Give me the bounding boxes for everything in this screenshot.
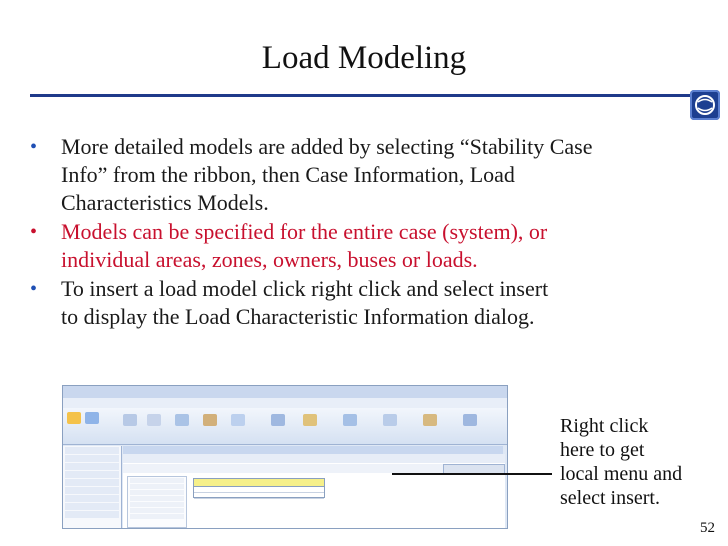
ribbon-icon xyxy=(67,412,81,424)
bullet-line: To insert a load model click right click and select insert xyxy=(61,276,549,301)
slide-title: Load Modeling xyxy=(261,40,467,76)
screenshot-ribbon-tabs xyxy=(63,398,507,408)
bullet-dot-icon: • xyxy=(30,221,38,243)
callout-line: here to get xyxy=(560,439,645,461)
ribbon-icon xyxy=(383,414,397,426)
callout-pointer-line xyxy=(392,473,552,475)
bullet-dot-icon: • xyxy=(30,278,38,300)
screenshot-titlebar xyxy=(63,386,507,398)
bullet-line: Models can be specified for the entire case (system), or xyxy=(61,219,548,244)
bullet-line: to display the Load Characteristic Information dialog. xyxy=(61,304,535,329)
bullet-line: Characteristics Models. xyxy=(61,190,269,215)
title-divider xyxy=(30,94,690,97)
bullet-item xyxy=(28,275,708,331)
bullet-line: More detailed models are added by selecting “Stability Case xyxy=(61,134,593,159)
callout-line: local menu and xyxy=(560,463,683,485)
ribbon-icon xyxy=(303,414,317,426)
bullet-dot-icon: • xyxy=(30,136,38,158)
ribbon-icon xyxy=(343,414,357,426)
ribbon-icon xyxy=(85,412,99,424)
ribbon-icon xyxy=(231,414,245,426)
screenshot-ribbon xyxy=(63,408,507,445)
globe-logo-icon xyxy=(690,90,720,120)
bullet-list xyxy=(28,133,708,332)
callout-line: select insert. xyxy=(560,487,660,509)
bullet-item-highlighted xyxy=(28,218,708,274)
ribbon-icon xyxy=(123,414,137,426)
ribbon-icon xyxy=(423,414,437,426)
callout-line: Right click xyxy=(560,415,649,437)
ribbon-icon xyxy=(203,414,217,426)
ribbon-icon xyxy=(147,414,161,426)
bullet-line: Info” from the ribbon, then Case Information, Load xyxy=(61,162,515,187)
screenshot-dialog-area xyxy=(123,454,505,528)
ribbon-icon xyxy=(463,414,477,426)
page-number: 52 xyxy=(700,520,715,536)
embedded-screenshot xyxy=(62,385,508,529)
bullet-item xyxy=(28,133,708,217)
screenshot-document-tabs xyxy=(123,446,503,454)
screenshot-load-grid xyxy=(193,478,325,498)
ribbon-icon xyxy=(175,414,189,426)
screenshot-explorer-pane xyxy=(63,446,122,528)
callout-text xyxy=(560,414,720,510)
ribbon-icon xyxy=(271,414,285,426)
bullet-line: individual areas, zones, owners, buses or loads. xyxy=(61,247,478,272)
